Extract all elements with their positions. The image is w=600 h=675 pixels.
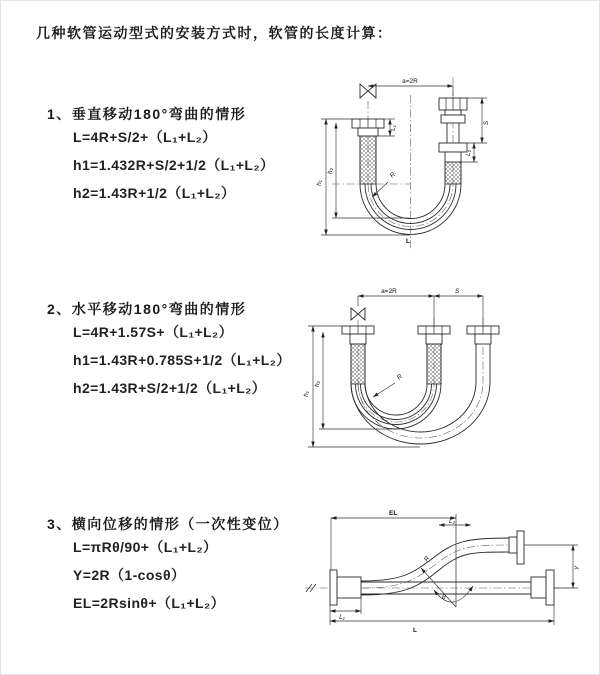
dim-label-length: L [406, 238, 410, 245]
formula-l: L=πRθ/90+（L₁+L₂） [73, 539, 218, 555]
dim-label-span: a=2R [381, 288, 397, 295]
dim-label-span: a=2R [402, 78, 418, 85]
dim-label-l2: L₂ [448, 518, 456, 525]
section-3-heading: 3、横向位移的情形（一次性变位） [47, 516, 289, 532]
displaced-hose [361, 531, 524, 595]
formula-h2: h2=1.43R+S/2+1/2（L₁+L₂） [73, 380, 267, 396]
dim-label-l1: L₁ [339, 614, 345, 621]
formula-el: EL=2Rsinθ+（L₁+L₂） [73, 595, 226, 611]
dimensions [303, 288, 483, 447]
page-title: 几种软管运动型式的安装方式时，软管的长度计算： [36, 25, 393, 41]
section-3 [47, 515, 289, 617]
dim-label-y: Y [574, 565, 581, 571]
dimensions [330, 510, 581, 634]
dim-label-l: L [413, 627, 417, 634]
diagram-vertical-180-bend [306, 65, 556, 255]
dim-label-s: S [483, 120, 490, 126]
dim-label-h2: h₂ [327, 167, 334, 175]
formula-h2: h2=1.43R+1/2（L₁+L₂） [73, 185, 236, 201]
section-2 [47, 300, 291, 402]
dim-label-radius: R [388, 171, 397, 180]
dim-label-el: EL [389, 510, 398, 517]
dim-label-l1: L₁ [390, 125, 397, 131]
formula-y: Y=2R（1-cosθ） [73, 567, 186, 583]
formula-h1: h1=1.432R+S/2+1/2（L₁+L₂） [73, 157, 275, 173]
dim-label-h2: h₂ [314, 380, 321, 388]
dim-label-h1: h₁ [303, 391, 310, 397]
dim-label-radius: R [422, 555, 432, 564]
flange-stacks [342, 326, 499, 344]
diagram-lateral-displacement [301, 504, 600, 649]
dim-label-radius: R [395, 373, 404, 382]
dim-label-angle: θ [442, 594, 446, 601]
initial-pipe [361, 570, 554, 605]
section-1-heading: 1、垂直移动180°弯曲的情形 [47, 106, 247, 122]
diagram-horizontal-180-bend [301, 284, 600, 459]
formula-l: L=4R+1.57S+（L₁+L₂） [73, 324, 234, 340]
section-2-heading: 2、水平移动180°弯曲的情形 [47, 301, 247, 317]
left-flange [352, 119, 384, 136]
formula-h1: h1=1.43R+0.785S+1/2（L₁+L₂） [73, 352, 291, 368]
section-1 [47, 105, 274, 207]
centerlines [332, 77, 453, 251]
dim-label-s: S [454, 288, 460, 295]
dim-label-l2: L₂ [465, 149, 472, 157]
formula-l: L=4R+S/2+（L₁+L₂） [73, 129, 217, 145]
right-flange-stack [439, 98, 467, 162]
valve-icon [351, 308, 365, 320]
dim-label-h1: h₁ [316, 180, 323, 186]
left-flange [330, 570, 361, 605]
